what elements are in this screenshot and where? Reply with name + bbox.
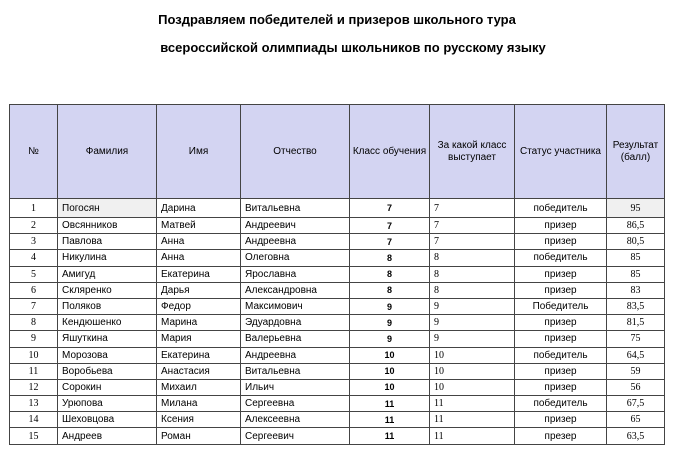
cell-number: 4	[10, 250, 58, 266]
cell-competes-for-grade: 9	[430, 331, 515, 347]
cell-name: Екатерина	[157, 347, 241, 363]
cell-surname: Никулина	[58, 250, 157, 266]
cell-patronymic: Максимович	[241, 298, 350, 314]
cell-surname: Сорокин	[58, 379, 157, 395]
cell-grade: 9	[350, 298, 430, 314]
cell-competes-for-grade: 9	[430, 315, 515, 331]
cell-number: 9	[10, 331, 58, 347]
cell-number: 5	[10, 266, 58, 282]
cell-surname: Амигуд	[58, 266, 157, 282]
cell-competes-for-grade: 7	[430, 218, 515, 234]
cell-number: 10	[10, 347, 58, 363]
cell-patronymic: Андреевич	[241, 218, 350, 234]
table-row	[10, 315, 665, 331]
cell-patronymic: Сергеевна	[241, 396, 350, 412]
cell-result: 83,5	[607, 298, 665, 314]
cell-surname: Андреев	[58, 428, 157, 444]
cell-number: 6	[10, 282, 58, 298]
cell-status: презер	[515, 428, 607, 444]
cell-surname: Кендюшенко	[58, 315, 157, 331]
cell-grade: 8	[350, 266, 430, 282]
cell-status: призер	[515, 266, 607, 282]
table-row	[10, 234, 665, 250]
cell-patronymic: Александровна	[241, 282, 350, 298]
cell-name: Анна	[157, 250, 241, 266]
cell-number: 7	[10, 298, 58, 314]
cell-surname: Воробьева	[58, 363, 157, 379]
header-competes-for-grade: За какой класс выступает	[430, 105, 515, 199]
cell-result: 64,5	[607, 347, 665, 363]
cell-status: призер	[515, 218, 607, 234]
cell-grade: 11	[350, 412, 430, 428]
table-row	[10, 363, 665, 379]
table-row	[10, 266, 665, 282]
cell-result: 85	[607, 266, 665, 282]
table-row	[10, 396, 665, 412]
cell-status: призер	[515, 412, 607, 428]
cell-result: 75	[607, 331, 665, 347]
cell-result: 80,5	[607, 234, 665, 250]
cell-number: 12	[10, 379, 58, 395]
header-result: Результат (балл)	[607, 105, 665, 199]
cell-surname: Погосян	[58, 199, 157, 218]
cell-grade: 10	[350, 363, 430, 379]
cell-name: Екатерина	[157, 266, 241, 282]
cell-grade: 9	[350, 315, 430, 331]
cell-number: 14	[10, 412, 58, 428]
cell-grade: 11	[350, 428, 430, 444]
cell-grade: 8	[350, 282, 430, 298]
table-row	[10, 199, 665, 218]
cell-grade: 11	[350, 396, 430, 412]
cell-status: призер	[515, 315, 607, 331]
cell-grade: 9	[350, 331, 430, 347]
cell-name: Дарья	[157, 282, 241, 298]
cell-competes-for-grade: 11	[430, 428, 515, 444]
cell-surname: Урюпова	[58, 396, 157, 412]
cell-surname: Морозова	[58, 347, 157, 363]
cell-patronymic: Ярославна	[241, 266, 350, 282]
cell-name: Федор	[157, 298, 241, 314]
heading-line-1: Поздравляем победителей и призеров школьного тура	[158, 12, 516, 27]
cell-result: 59	[607, 363, 665, 379]
cell-result: 81,5	[607, 315, 665, 331]
cell-name: Ксения	[157, 412, 241, 428]
cell-result: 63,5	[607, 428, 665, 444]
cell-surname: Скляренко	[58, 282, 157, 298]
cell-result: 56	[607, 379, 665, 395]
header-surname: Фамилия	[58, 105, 157, 199]
cell-patronymic: Андреевна	[241, 347, 350, 363]
cell-grade: 7	[350, 234, 430, 250]
cell-number: 15	[10, 428, 58, 444]
cell-status: призер	[515, 363, 607, 379]
table-row	[10, 412, 665, 428]
table-row	[10, 379, 665, 395]
cell-competes-for-grade: 7	[430, 199, 515, 218]
cell-result: 86,5	[607, 218, 665, 234]
header-grade: Класс обучения	[350, 105, 430, 199]
cell-competes-for-grade: 8	[430, 282, 515, 298]
cell-number: 3	[10, 234, 58, 250]
heading-line-2: всероссийской олимпиады школьников по русскому языку	[160, 40, 546, 55]
cell-status: Победитель	[515, 298, 607, 314]
cell-status: победитель	[515, 347, 607, 363]
header-name: Имя	[157, 105, 241, 199]
cell-competes-for-grade: 11	[430, 412, 515, 428]
cell-name: Милана	[157, 396, 241, 412]
cell-competes-for-grade: 11	[430, 396, 515, 412]
cell-result: 95	[607, 199, 665, 218]
cell-status: призер	[515, 234, 607, 250]
table-row	[10, 428, 665, 444]
cell-patronymic: Витальевна	[241, 363, 350, 379]
cell-result: 85	[607, 250, 665, 266]
cell-status: призер	[515, 379, 607, 395]
table-header-row	[10, 105, 665, 199]
cell-competes-for-grade: 10	[430, 347, 515, 363]
table-row	[10, 250, 665, 266]
cell-result: 83	[607, 282, 665, 298]
cell-number: 2	[10, 218, 58, 234]
cell-surname: Поляков	[58, 298, 157, 314]
cell-surname: Павлова	[58, 234, 157, 250]
cell-competes-for-grade: 7	[430, 234, 515, 250]
cell-surname: Овсянников	[58, 218, 157, 234]
cell-grade: 7	[350, 218, 430, 234]
cell-number: 11	[10, 363, 58, 379]
cell-competes-for-grade: 10	[430, 379, 515, 395]
cell-status: победитель	[515, 250, 607, 266]
cell-name: Анастасия	[157, 363, 241, 379]
table-row	[10, 331, 665, 347]
cell-patronymic: Ильич	[241, 379, 350, 395]
table-row	[10, 347, 665, 363]
cell-grade: 10	[350, 379, 430, 395]
cell-number: 1	[10, 199, 58, 218]
cell-patronymic: Витальевна	[241, 199, 350, 218]
cell-patronymic: Андреевна	[241, 234, 350, 250]
table-row	[10, 282, 665, 298]
cell-result: 67,5	[607, 396, 665, 412]
cell-result: 65	[607, 412, 665, 428]
cell-name: Анна	[157, 234, 241, 250]
cell-patronymic: Алексеевна	[241, 412, 350, 428]
cell-name: Роман	[157, 428, 241, 444]
cell-number: 8	[10, 315, 58, 331]
cell-competes-for-grade: 8	[430, 266, 515, 282]
cell-name: Марина	[157, 315, 241, 331]
cell-grade: 7	[350, 199, 430, 218]
cell-competes-for-grade: 8	[430, 250, 515, 266]
cell-number: 13	[10, 396, 58, 412]
cell-status: победитель	[515, 396, 607, 412]
cell-surname: Яшуткина	[58, 331, 157, 347]
cell-patronymic: Сергеевич	[241, 428, 350, 444]
table-row	[10, 298, 665, 314]
header-number: №	[10, 105, 58, 199]
cell-name: Михаил	[157, 379, 241, 395]
cell-patronymic: Валерьевна	[241, 331, 350, 347]
cell-competes-for-grade: 10	[430, 363, 515, 379]
cell-patronymic: Олеговна	[241, 250, 350, 266]
cell-status: призер	[515, 331, 607, 347]
cell-name: Матвей	[157, 218, 241, 234]
cell-status: призер	[515, 282, 607, 298]
table-row	[10, 218, 665, 234]
cell-status: победитель	[515, 199, 607, 218]
cell-grade: 10	[350, 347, 430, 363]
results-table	[9, 104, 665, 445]
cell-name: Мария	[157, 331, 241, 347]
cell-surname: Шеховцова	[58, 412, 157, 428]
cell-name: Дарина	[157, 199, 241, 218]
cell-patronymic: Эдуардовна	[241, 315, 350, 331]
cell-grade: 8	[350, 250, 430, 266]
header-patronymic: Отчество	[241, 105, 350, 199]
header-status: Статус участника	[515, 105, 607, 199]
cell-competes-for-grade: 9	[430, 298, 515, 314]
